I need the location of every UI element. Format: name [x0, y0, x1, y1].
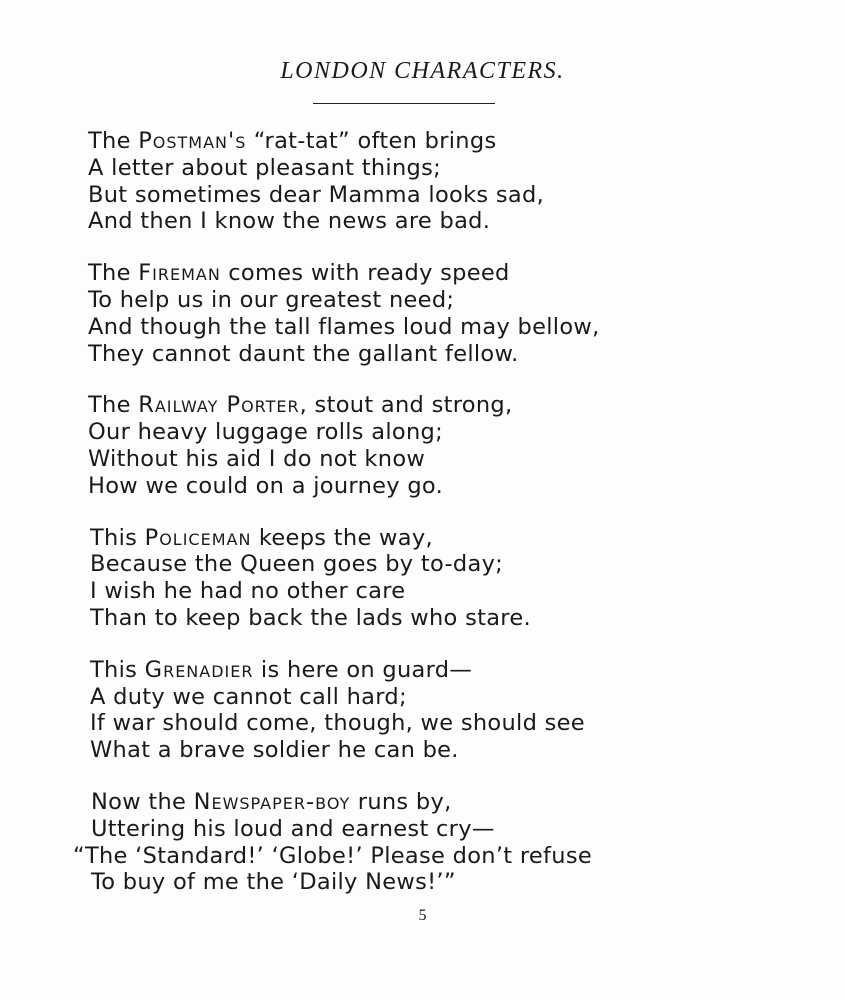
character-name: Policeman — [144, 524, 252, 551]
page-number: 5 — [418, 907, 427, 924]
poem-line: And then I know the news are bad. — [88, 208, 491, 235]
stanza-grenadier — [0, 657, 845, 764]
character-name: Fireman — [138, 260, 221, 287]
poem-line: A letter about pleasant things; — [88, 154, 441, 181]
poem-line: To help us in our greatest need; — [88, 286, 455, 313]
character-name: Newspaper-boy — [193, 788, 351, 815]
line-text: The — [88, 260, 139, 287]
poem-line: But sometimes dear Mamma looks sad, — [88, 181, 545, 208]
stanza-fireman — [0, 260, 845, 367]
poem-line: How we could on a journey go. — [88, 472, 444, 499]
poem-line: I wish he had no other care — [90, 578, 406, 605]
poem-line: What a brave soldier he can be. — [90, 737, 459, 764]
poem-line: Without his aid I do not know — [88, 445, 426, 472]
line-text: Now the — [91, 788, 194, 815]
character-name: Grenadier — [144, 656, 254, 683]
stanza-newspaper-boy — [0, 789, 845, 896]
character-name: Postman's — [138, 128, 247, 154]
poem-line: A duty we cannot call hard; — [90, 683, 407, 710]
poem-line — [0, 128, 845, 155]
poem-line: They cannot daunt the gallant fellow. — [88, 340, 519, 367]
poem-line: Our heavy luggage rolls along; — [88, 419, 444, 446]
line-text: runs by, — [350, 788, 452, 815]
line-text: “rat-tat” often brings — [246, 128, 497, 154]
poem-line: Because the Queen goes by to-day; — [90, 551, 504, 578]
line-text: is here on guard— — [253, 656, 473, 683]
character-name: Railway Porter — [138, 392, 300, 419]
line-text: The — [88, 128, 139, 154]
line-text: , stout and strong, — [299, 392, 513, 419]
line-text: comes with ready speed — [220, 260, 510, 287]
poem-line: And though the tall flames loud may bellow, — [88, 313, 600, 340]
poem-line — [0, 657, 845, 684]
poem-line: To buy of me the ‘Daily News!’” — [91, 869, 456, 896]
line-text: keeps the way, — [251, 524, 433, 551]
line-text: This — [90, 524, 145, 551]
poem-line — [0, 260, 845, 287]
page-title: LONDON CHARACTERS. — [280, 58, 565, 84]
poem-line — [0, 525, 845, 552]
poem — [0, 128, 845, 921]
poem-line — [0, 789, 845, 816]
stanza-postman — [0, 128, 845, 235]
line-text: This — [90, 656, 145, 683]
poem-line — [0, 392, 845, 419]
poem-line: “The ‘Standard!’ ‘Globe!’ Please don’t refuse — [73, 842, 592, 869]
title-rule — [313, 103, 495, 104]
poem-line: Than to keep back the lads who stare. — [90, 604, 531, 631]
poem-line: If war should come, though, we should see — [90, 710, 585, 737]
stanza-railway-porter — [0, 392, 845, 499]
line-text: The — [88, 392, 139, 419]
poem-line: Uttering his loud and earnest cry— — [91, 815, 495, 842]
stanza-policeman — [0, 525, 845, 632]
